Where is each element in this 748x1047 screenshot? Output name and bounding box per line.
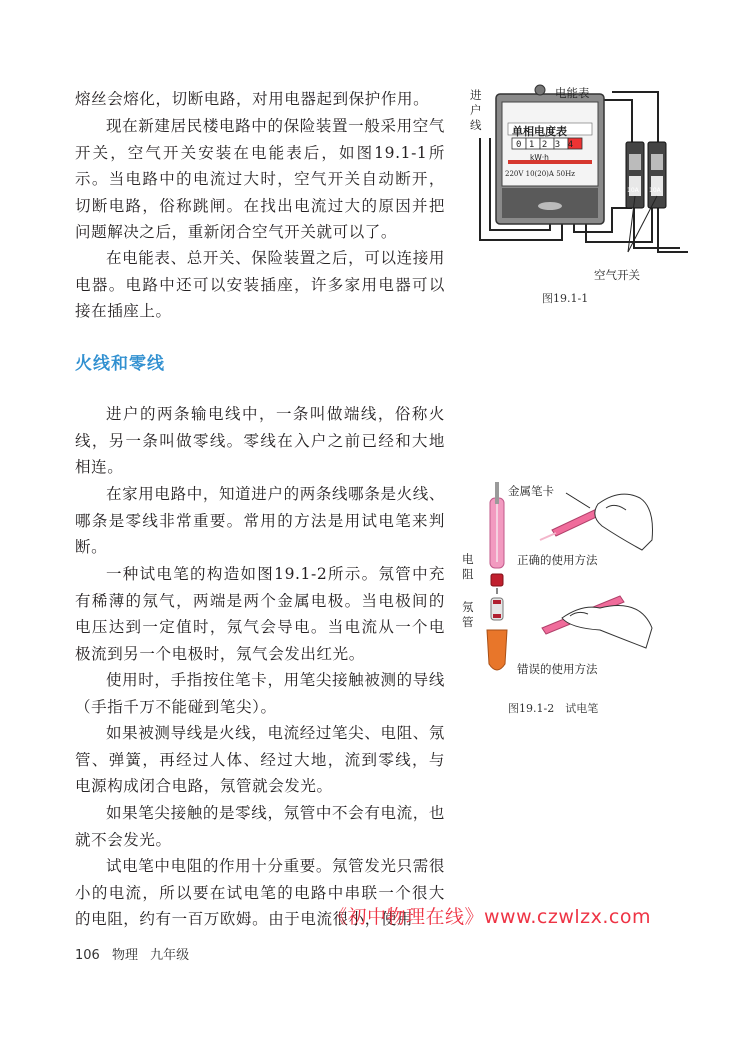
meter-unit: kW·h xyxy=(530,153,549,162)
breaker-rating-left: 10A xyxy=(627,187,639,194)
figure2-caption: 图19.1-2 试电笔 xyxy=(508,702,599,715)
watermark: 《初中物理在线》www.czwlzx.com xyxy=(328,906,651,928)
meter-spec: 220V 10(20)A 50Hz xyxy=(505,170,575,178)
section-heading: 火线和零线 xyxy=(75,354,165,374)
meter-reading: 01234 xyxy=(516,140,581,150)
paragraph-neutral-wire: 如果笔尖接触的是零线，氖管中不会有电流，也就不会发光。 xyxy=(75,804,445,849)
breaker-rating-right: 10A xyxy=(649,187,661,194)
label-wrong-usage: 错误的使用方法 xyxy=(517,662,598,676)
page-footer xyxy=(75,944,197,963)
footer-subject: 物理 xyxy=(111,948,138,963)
paragraph-live-neutral: 进户的两条输电线中，一条叫做端线，俗称火线，另一条叫做零线。零线在入户之前已经和大地相连。 xyxy=(75,405,445,476)
page-number: 106 xyxy=(75,948,100,963)
paragraph-resistor: 试电笔中电阻的作用十分重要。氖管发光只需很小的电流，所以要在试电笔的电路中串联一个很大的电阻，约有一百万欧姆。由于电流很小，使用 xyxy=(75,857,445,928)
paragraph-live-wire: 如果被测导线是火线，电流经过笔尖、电阻、氖管、弹簧，再经过人体、经过大地，流到零线，与电源构成闭合电路，氖管就会发光。 xyxy=(75,724,445,795)
label-neon-tube: 氖管 xyxy=(462,600,474,629)
figure-test-pen xyxy=(470,478,670,678)
figure1-caption: 图19.1-1 xyxy=(542,292,589,305)
label-air-switch: 空气开关 xyxy=(594,268,640,282)
paragraph-usage: 使用时，手指按住笔卡，用笔尖接触被测的导线（手指千万不能碰到笔尖）。 xyxy=(75,671,445,716)
label-incoming-line: 进户线 xyxy=(470,88,482,132)
label-resistor: 电阻 xyxy=(462,552,474,581)
figure-meter-diagram xyxy=(462,80,702,280)
paragraph-air-switch: 现在新建居民楼电路中的保险装置一般采用空气开关，空气开关安装在电能表后，如图19.1-1所示。当电路中的电流过大时，空气开关自动断开，切断电路，俗称跳闸。在找出电流过大的原因并把问题解决之后，重新闭合空气开关就可以了。 xyxy=(75,117,445,241)
label-correct-usage: 正确的使用方法 xyxy=(517,553,598,567)
label-energy-meter: 电能表 xyxy=(555,86,590,100)
air-switch-right xyxy=(648,142,666,208)
paragraph-structure: 一种试电笔的构造如图19.1-2所示。氖管中充有稀薄的氖气，两端是两个金属电极。当电极间的电压达到一定值时，氖气会导电。当电流从一个电极流到另一个电极时，氖气会发出红光。 xyxy=(75,565,445,663)
paragraph-importance: 在家用电路中，知道进户的两条线哪条是火线、哪条是零线非常重要。常用的方法是用试电笔来判断。 xyxy=(75,485,445,556)
meter-title: 单相电度表 xyxy=(512,125,567,138)
paragraph-fuse: 熔丝会熔化，切断电路，对用电器起到保护作用。 xyxy=(75,90,430,108)
paragraph-appliances: 在电能表、总开关、保险装置之后，可以连接用电器。电路中还可以安装插座，许多家用电器可以接在插座上。 xyxy=(75,249,445,320)
footer-grade: 九年级 xyxy=(150,948,190,963)
label-metal-clip: 金属笔卡 xyxy=(508,484,554,498)
